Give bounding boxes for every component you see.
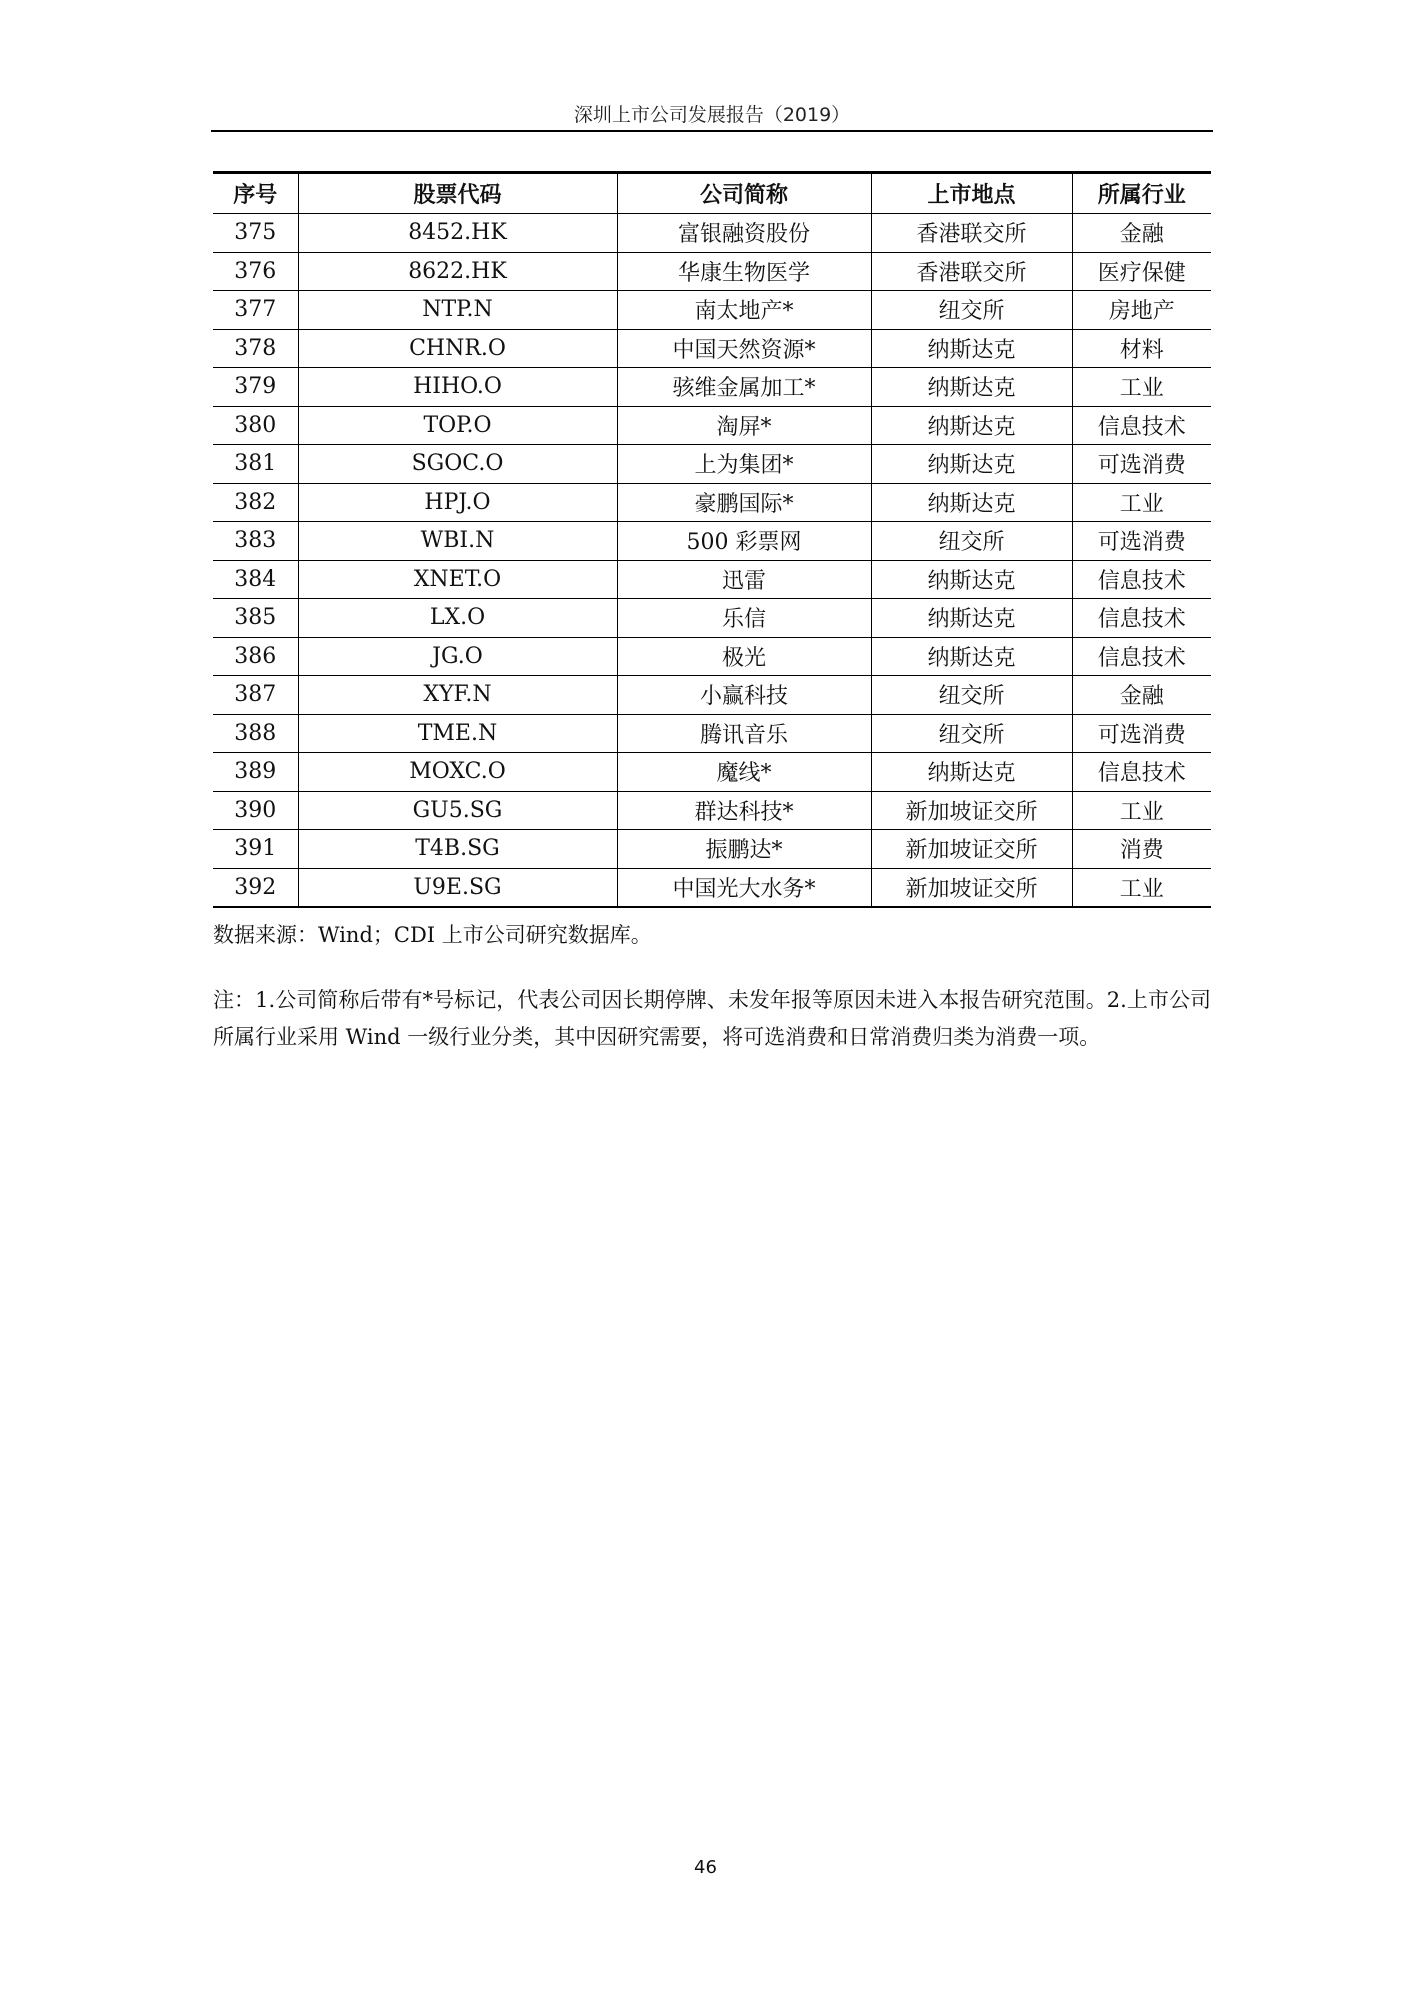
cell-stock-code: GU5.SG — [298, 791, 617, 830]
cell-industry: 工业 — [1072, 483, 1211, 522]
cell-company-name: 迅雷 — [617, 560, 871, 599]
cell-exchange: 新加坡证交所 — [871, 868, 1072, 907]
table-row — [213, 753, 1211, 792]
cell-industry: 信息技术 — [1072, 406, 1211, 445]
cell-index: 378 — [213, 329, 298, 368]
cell-industry: 信息技术 — [1072, 753, 1211, 792]
cell-industry: 信息技术 — [1072, 599, 1211, 638]
cell-company-name: 南太地产* — [617, 291, 871, 330]
table-row — [213, 329, 1211, 368]
cell-stock-code: XNET.O — [298, 560, 617, 599]
cell-exchange: 香港联交所 — [871, 214, 1072, 253]
table-row — [213, 676, 1211, 715]
table-row — [213, 445, 1211, 484]
cell-exchange: 纳斯达克 — [871, 329, 1072, 368]
cell-company-name: 骇维金属加工* — [617, 368, 871, 407]
cell-industry: 信息技术 — [1072, 560, 1211, 599]
cell-stock-code: HPJ.O — [298, 483, 617, 522]
table-row — [213, 791, 1211, 830]
cell-industry: 房地产 — [1072, 291, 1211, 330]
table-row — [213, 406, 1211, 445]
cell-industry: 金融 — [1072, 676, 1211, 715]
table-row — [213, 483, 1211, 522]
cell-company-name: 中国天然资源* — [617, 329, 871, 368]
cell-industry: 材料 — [1072, 329, 1211, 368]
cell-index: 377 — [213, 291, 298, 330]
cell-industry: 信息技术 — [1072, 637, 1211, 676]
page-number: 46 — [694, 1857, 717, 1878]
cell-index: 390 — [213, 791, 298, 830]
cell-stock-code: T4B.SG — [298, 830, 617, 869]
cell-index: 387 — [213, 676, 298, 715]
cell-exchange: 纳斯达克 — [871, 560, 1072, 599]
cell-stock-code: TOP.O — [298, 406, 617, 445]
header-col-index: 序号 — [213, 173, 298, 214]
cell-industry: 可选消费 — [1072, 522, 1211, 561]
cell-stock-code: SGOC.O — [298, 445, 617, 484]
header-col-industry: 所属行业 — [1072, 173, 1211, 214]
table-row — [213, 599, 1211, 638]
cell-company-name: 中国光大水务* — [617, 868, 871, 907]
table-row — [213, 291, 1211, 330]
table-row — [213, 560, 1211, 599]
table-row — [213, 252, 1211, 291]
cell-industry: 工业 — [1072, 868, 1211, 907]
cell-stock-code: LX.O — [298, 599, 617, 638]
cell-index: 391 — [213, 830, 298, 869]
cell-stock-code: CHNR.O — [298, 329, 617, 368]
header-rule — [211, 130, 1213, 132]
cell-exchange: 纳斯达克 — [871, 637, 1072, 676]
cell-company-name: 上为集团* — [617, 445, 871, 484]
company-listing-table — [213, 171, 1211, 908]
cell-exchange: 纳斯达克 — [871, 483, 1072, 522]
cell-company-name: 振鹏达* — [617, 830, 871, 869]
cell-industry: 工业 — [1072, 791, 1211, 830]
header-col-company-name: 公司简称 — [617, 173, 871, 214]
cell-exchange: 纽交所 — [871, 522, 1072, 561]
cell-index: 383 — [213, 522, 298, 561]
cell-stock-code: HIHO.O — [298, 368, 617, 407]
cell-industry: 可选消费 — [1072, 714, 1211, 753]
cell-index: 375 — [213, 214, 298, 253]
cell-index: 382 — [213, 483, 298, 522]
table-row — [213, 214, 1211, 253]
cell-exchange: 纽交所 — [871, 291, 1072, 330]
table-body — [213, 214, 1211, 907]
cell-stock-code: JG.O — [298, 637, 617, 676]
cell-index: 384 — [213, 560, 298, 599]
cell-company-name: 500 彩票网 — [617, 522, 871, 561]
cell-exchange: 纽交所 — [871, 714, 1072, 753]
cell-company-name: 腾讯音乐 — [617, 714, 871, 753]
cell-company-name: 华康生物医学 — [617, 252, 871, 291]
cell-industry: 消费 — [1072, 830, 1211, 869]
cell-stock-code: 8452.HK — [298, 214, 617, 253]
cell-industry: 工业 — [1072, 368, 1211, 407]
table-row — [213, 830, 1211, 869]
cell-index: 385 — [213, 599, 298, 638]
cell-index: 381 — [213, 445, 298, 484]
cell-company-name: 淘屏* — [617, 406, 871, 445]
table-row — [213, 714, 1211, 753]
cell-company-name: 乐信 — [617, 599, 871, 638]
cell-index: 386 — [213, 637, 298, 676]
cell-industry: 金融 — [1072, 214, 1211, 253]
cell-stock-code: MOXC.O — [298, 753, 617, 792]
cell-company-name: 小赢科技 — [617, 676, 871, 715]
table-header-row — [213, 173, 1211, 214]
table-row — [213, 868, 1211, 907]
cell-company-name: 富银融资股份 — [617, 214, 871, 253]
cell-index: 376 — [213, 252, 298, 291]
data-source-line: 数据来源：Wind；CDI 上市公司研究数据库。 — [213, 923, 652, 947]
cell-industry: 医疗保健 — [1072, 252, 1211, 291]
cell-index: 392 — [213, 868, 298, 907]
cell-stock-code: U9E.SG — [298, 868, 617, 907]
cell-exchange: 新加坡证交所 — [871, 791, 1072, 830]
footnote: 注：1.公司简称后带有*号标记，代表公司因长期停牌、未发年报等原因未进入本报告研究范围。2.上市公司所属行业采用 Wind 一级行业分类，其中因研究需要，将可选消费和日常消费归类为消费一项。 — [213, 988, 1211, 1049]
running-header: 深圳上市公司发展报告（2019） — [573, 104, 851, 126]
cell-exchange: 纳斯达克 — [871, 445, 1072, 484]
header-col-exchange: 上市地点 — [871, 173, 1072, 214]
table-row — [213, 522, 1211, 561]
cell-stock-code: WBI.N — [298, 522, 617, 561]
table-row — [213, 368, 1211, 407]
cell-company-name: 群达科技* — [617, 791, 871, 830]
cell-index: 388 — [213, 714, 298, 753]
cell-index: 379 — [213, 368, 298, 407]
cell-company-name: 豪鹏国际* — [617, 483, 871, 522]
cell-stock-code: NTP.N — [298, 291, 617, 330]
header-col-stock-code: 股票代码 — [298, 173, 617, 214]
cell-exchange: 新加坡证交所 — [871, 830, 1072, 869]
cell-exchange: 纳斯达克 — [871, 368, 1072, 407]
cell-industry: 可选消费 — [1072, 445, 1211, 484]
cell-exchange: 香港联交所 — [871, 252, 1072, 291]
cell-company-name: 魔线* — [617, 753, 871, 792]
cell-exchange: 纳斯达克 — [871, 406, 1072, 445]
cell-stock-code: XYF.N — [298, 676, 617, 715]
cell-company-name: 极光 — [617, 637, 871, 676]
cell-exchange: 纳斯达克 — [871, 599, 1072, 638]
cell-exchange: 纳斯达克 — [871, 753, 1072, 792]
cell-index: 380 — [213, 406, 298, 445]
cell-index: 389 — [213, 753, 298, 792]
table-row — [213, 637, 1211, 676]
cell-stock-code: TME.N — [298, 714, 617, 753]
cell-stock-code: 8622.HK — [298, 252, 617, 291]
cell-exchange: 纽交所 — [871, 676, 1072, 715]
